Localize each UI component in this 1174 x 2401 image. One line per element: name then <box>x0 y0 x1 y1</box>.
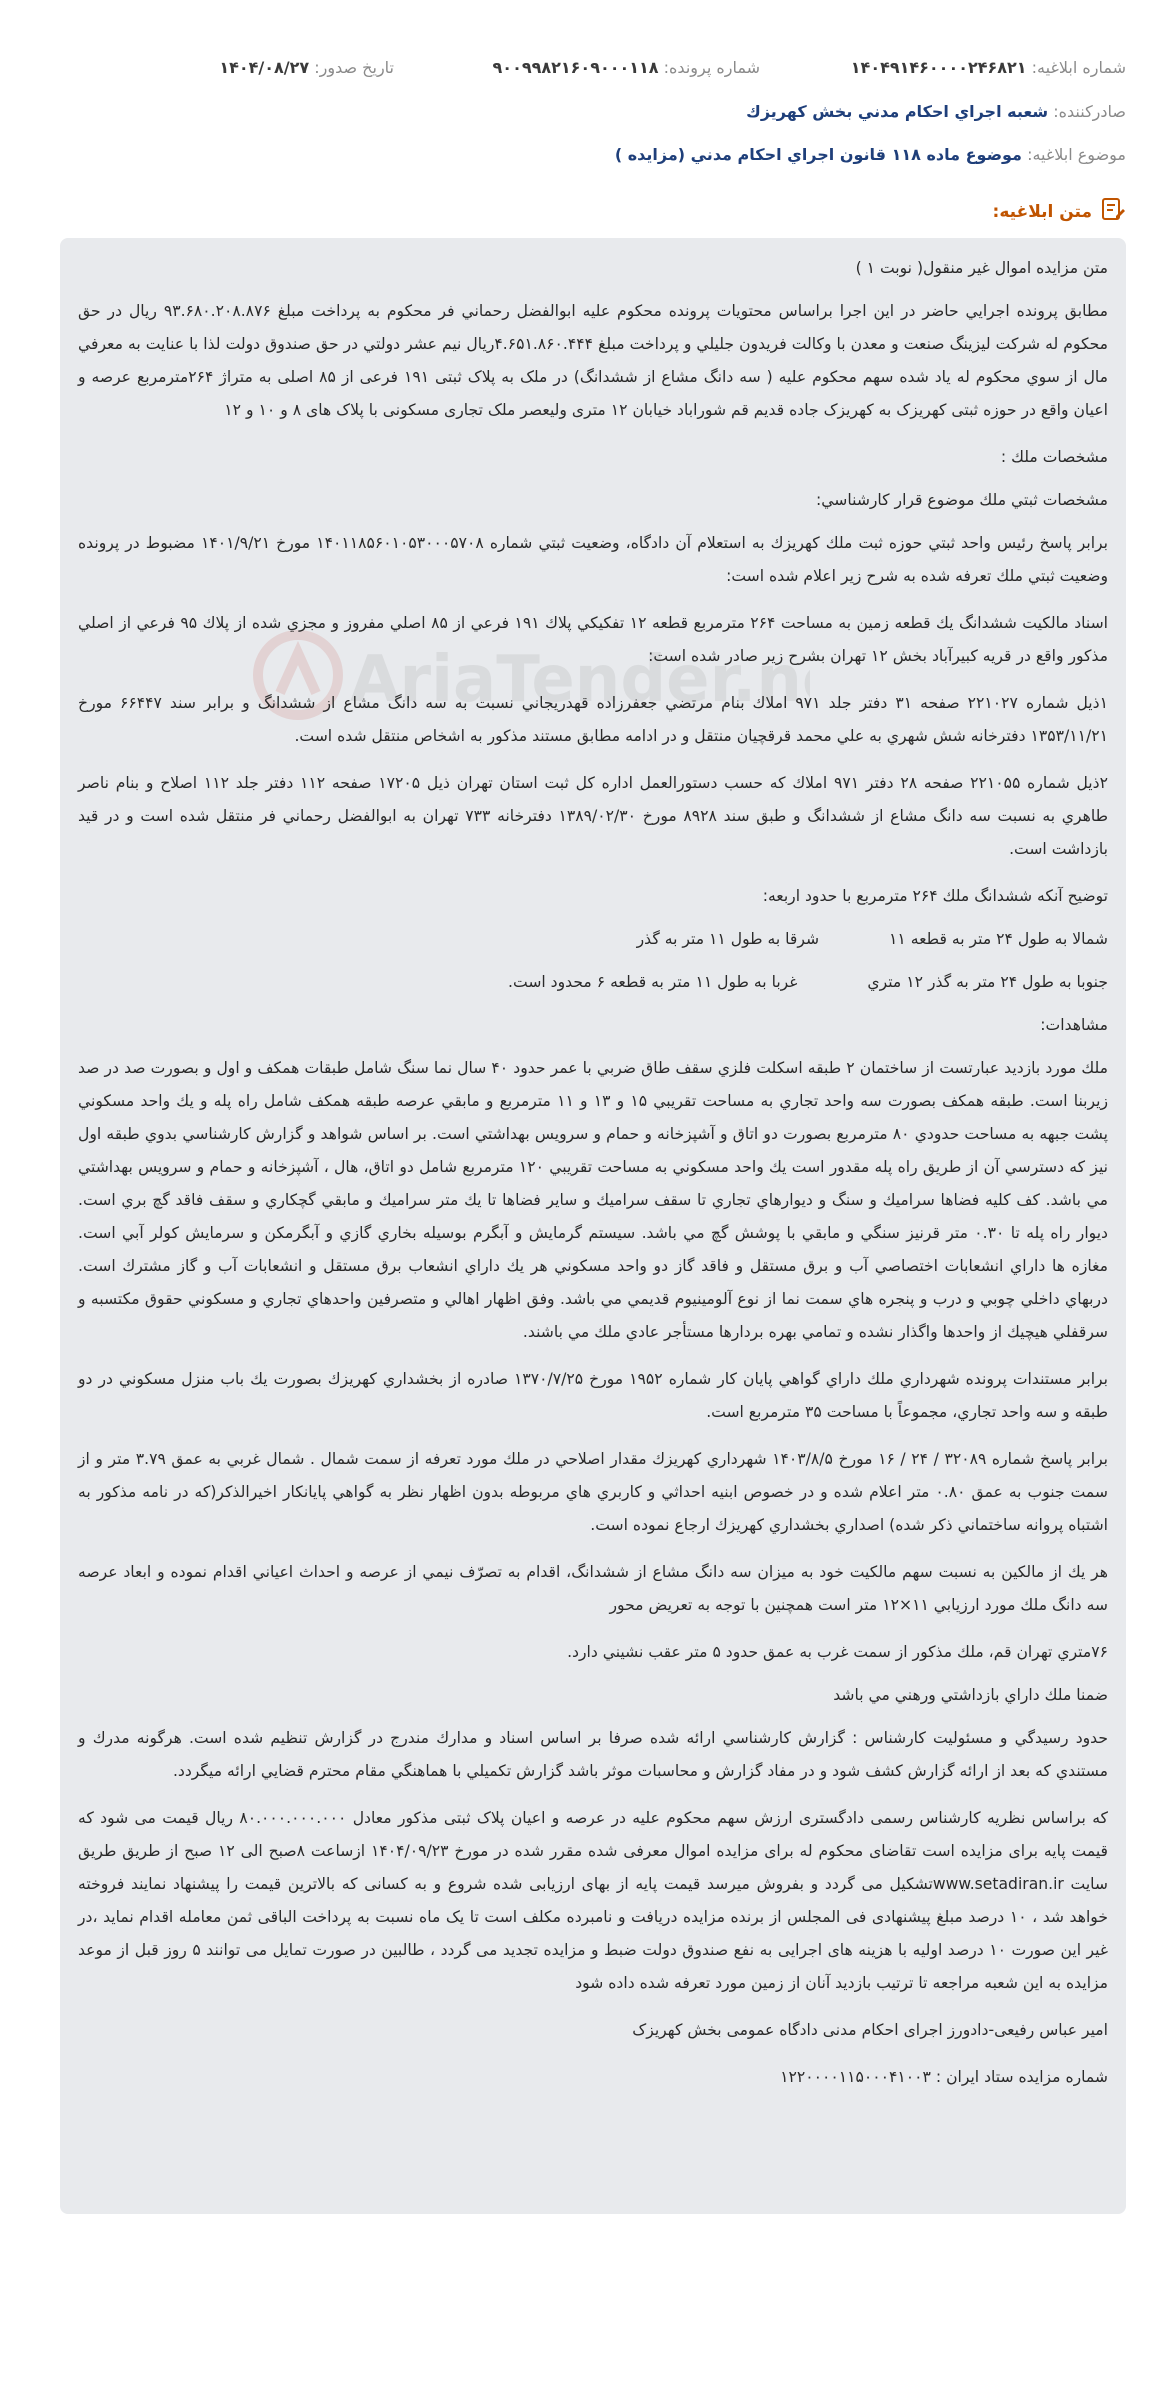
boundary-row-2 <box>78 966 1108 999</box>
notice-number <box>851 56 1126 80</box>
paragraph: مشاهدات: <box>1040 1016 1108 1034</box>
paragraph: ۷۶متري تهران قم، ملك مذكور از سمت غرب به عمق حدود ۵ متر عقب نشيني دارد. <box>567 1643 1108 1661</box>
paragraph-title: متن مزايده اموال غير منقول( نوبت ۱ ) <box>855 259 1108 277</box>
notice-body-panel <box>60 238 1126 2214</box>
notice-body-title-text: متن ابلاغیه: <box>992 201 1092 222</box>
case-number-value: ۹۰۰۹۹۸۲۱۶۰۹۰۰۰۱۱۸ <box>492 58 659 77</box>
issue-date <box>219 56 394 80</box>
paragraph: مطابق پرونده اجرايي حاضر در اين اجرا براساس محتويات پرونده محكوم عليه ابوالفضل رحماني فر محكوم به پرداخت مبلغ ۹۳.۶۸۰.۲۰۸.۸۷۶ ريال در حق محكوم له شركت ليزينگ صنعت و معدن با وكالت فريدون جليلي و پرداخت مبلغ ۴.۶۵۱.۸۶۰.۴۴۴ريال نيم عشر دولتي در حق صندوق دولت لذا با عنايت به معرفي مال از سوي محكوم له ياد شده سهم محكوم عليه ( سه دانگ مشاع از ششدانگ) در ملک به پلاک ثبتی ۱۹۱ فرعی از ۸۵ اصلی به متراژ ۲۶۴مترمربع عرصه و اعيان واقع در حوزه ثبتی کهريزک به کهريزک جاده قديم قم شوراباد خيابان ۱۲ متری وليعصر ملک تجاری مسکونی با پلاک های ۸ و ۱۰ و ۱۲ <box>78 302 1108 419</box>
paragraph: توضيح آنكه ششدانگ ملك ۲۶۴ مترمربع با حدود اربعه: <box>762 887 1108 905</box>
boundary-north: شمالا به طول ۲۴ متر به قطعه ۱۱ <box>889 930 1108 948</box>
subject <box>615 143 1126 167</box>
issue-date-label: تاریخ صدور: <box>314 58 394 77</box>
paragraph: مشخصات ملك : <box>1000 448 1108 466</box>
paragraph: برابر پاسخ رئيس واحد ثبتي حوزه ثبت ملك كهريزك به استعلام آن دادگاه، وضعيت ثبتي شماره ۱۴۰۱۱۸۵۶۰۱۰۵۳۰۰۰۵۷۰۸ مورخ ۱۴۰۱/۹/۲۱ مضبوط در پرونده وضعيت ثبتي ملك تعرفه شده به شرح زير اعلام شده است: <box>78 534 1108 585</box>
subject-label: موضوع ابلاغیه: <box>1027 145 1126 164</box>
issue-date-value: ۱۴۰۴/۰۸/۲۷ <box>219 58 310 77</box>
paragraph: برابر پاسخ شماره ۳۲۰۸۹ / ۲۴ / ۱۶ مورخ ۱۴۰۳/۸/۵ شهرداري كهريزك مقدار اصلاحي در ملك مورد تعرفه از سمت شمال . شمال غربي به عمق ۳.۷۹ متر و از سمت جنوب به عمق ۰.۸۰ متر اعلام شده و در خصوص ابنيه احداثي و كاربري هاي مربوطه بدون اظهار نظر به گواهي پايانكار اخيرالذكر(كه در نامه مذكور به اشتباه پروانه ساختماني ذكر شده) اصداري بخشداري كهريزك ارجاع نموده است. <box>78 1450 1109 1534</box>
issuer-label: صادرکننده: <box>1053 102 1126 121</box>
paragraph: مشخصات ثبتي ملك موضوع قرار كارشناسي: <box>816 491 1108 509</box>
paragraph: حدود رسيدگي و مسئوليت كارشناس : گزارش كارشناسي ارائه شده صرفا بر اساس اسناد و مدارك مندرج در گزارش تنظيم شده است. هرگونه مدرك و مستندي كه بعد از ارائه گزارش كشف شود و در مفاد گزارش و محاسبات موثر باشد گزارش تكميلي با هماهنگي مقام محترم قضايي ارائه ميگردد. <box>78 1729 1108 1780</box>
notice-number-value: ۱۴۰۴۹۱۴۶۰۰۰۰۲۴۶۸۲۱ <box>850 58 1027 77</box>
issuer-value: شعبه اجراي احكام مدني بخش كهريزك <box>746 102 1049 121</box>
notice-number-label: شماره ابلاغیه: <box>1031 58 1126 77</box>
boundary-east: شرقا به طول ۱۱ متر به گذر <box>636 930 820 948</box>
case-number <box>493 56 760 80</box>
issuer <box>746 100 1126 124</box>
paragraph: ۱ذيل شماره ۲۲۱۰۲۷ صفحه ۳۱ دفتر جلد ۹۷۱ املاك بنام مرتضي جعفرزاده قهدريجاني نسبت به سه دانگ مشاع از ششدانگ و برابر سند ۶۶۴۴۷ مورخ ۱۳۵۳/۱۱/۲۱ دفترخانه شش شهري به علي محمد قرقچيان منتقل و در ادامه مطابق مستند مذكور به اشخاص منتقل شده است. <box>78 694 1108 745</box>
case-number-label: شماره پرونده: <box>663 58 760 77</box>
boundary-row-1 <box>78 923 1108 956</box>
paragraph: ملك مورد بازديد عبارتست از ساختمان ۲ طبقه اسكلت فلزي سقف طاق ضربي با عمر حدود ۴۰ سال نما سنگ شامل طبقات همكف و اول و بصورت صد در صد زيربنا است. طبقه همكف بصورت سه واحد تجاري به مساحت تقريبي ۱۵ و ۱۳ و ۱۱ مترمربع و مابقي عرصه طبقه همكف شامل راه پله و يك واحد مسكوني پشت جبهه به مساحت حدودي ۸۰ مترمربع بصورت دو اتاق و آشپزخانه و حمام و سرويس بهداشتي است. بر اساس شواهد و گزارش كارشناسي بدوي طبقه اول نيز كه دسترسي آن از طريق راه پله مقدور است يك واحد مسكوني به مساحت تقريبي ۱۲۰ مترمربع شامل دو اتاق، هال ، آشپزخانه و حمام و سرويس بهداشتي مي باشد. كف كليه فضاها سراميك و سنگ و ديوارهاي تجاري تا سقف سراميك و ساير فضاها تا يك متر سراميك و مابقي گچكاري و سقف فاقد گچ بري است. ديوار راه پله تا ۰.۳۰ متر قرنيز سنگي و مابقي با پوشش گچ مي باشد. سيستم گرمايش و آبگرم بوسيله بخاري گازي و آبگرمكن و سرمايش كولر آبي است. مغازه ها داراي انشعابات اختصاصي آب و برق مستقل و فاقد گاز دو واحد مسكوني هر يك داراي انشعاب برق مستقل و انشعابات آب و گاز مشترك است. دربهاي داخلي چوبي و درب و پنجره هاي سمت نما از نوع آلومينيوم قديمي مي باشد. وفق اظهار اهالي و متصرفين واحدهاي تجاري و مسكوني حقوق مكتسبه و سرقفلي هيچيك از واحدها واگذار نشده و تمامي بهره بردارها مستأجر عادي ملك مي باشند. <box>78 1059 1109 1341</box>
paragraph: كه براساس نظريه كارشناس رسمی دادگستری ارزش سهم محکوم عليه در عرصه و اعيان پلاک ثبتی مذکور معادل ۸۰.۰۰۰.۰۰۰.۰۰۰ ريال قيمت می شود كه قيمت پايه برای مزايده است تقاضای محکوم له برای مزايده اموال معرفی شده مقرر شده در مورخ ۱۴۰۴/۰۹/۲۳ ازساعت ۸صبح الی ۱۲ صبح از طريق طريق سايت www.setadiran.irتشکيل می گردد و بفروش ميرسد قيمت پايه از بهای ارزيابی شده شروع و به کسانی که بالاترين قيمت را پيشنهاد نمايند فروخته خواهد شد ، ۱۰ درصد مبلغ پيشنهادی فی المجلس از برنده مزايده دريافت و نامبرده مکلف است تا يک ماه نسبت به پرداخت الباقی ثمن معامله اقدام نمايد ،در غير اين صورت ۱۰ درصد اوليه با هزينه های اجرايی به نفع صندوق دولت ضبط و مزايده تجديد می گردد ، طالبين در صورت تمايل می توانند ۵ روز قبل از موعد مزايده به اين شعبه مراجعه تا ترتيب بازديد آنان از زمين مورد تعرفه شده داده شود <box>78 1809 1109 1992</box>
document-edit-icon <box>1100 196 1126 227</box>
paragraph: ۲ذيل شماره ۲۲۱۰۵۵ صفحه ۲۸ دفتر ۹۷۱ املاك كه حسب دستورالعمل اداره كل ثبت استان تهران ذيل ۱۷۲۰۵ صفحه ۱۱۲ دفتر جلد ۱۱۲ اصلاح و بنام ناصر طاهري به نسبت سه دانگ مشاع از ششدانگ و طبق سند ۸۹۲۸ مورخ ۱۳۸۹/۰۲/۳۰ دفترخانه ۷۳۳ تهران به ابوالفضل رحماني فر منتقل شده است و در قيد بازداشت است. <box>78 774 1108 858</box>
boundary-west: غربا به طول ۱۱ متر به قطعه ۶ محدود است. <box>508 973 798 991</box>
notice-body-title <box>993 196 1126 227</box>
paragraph: برابر مستندات پرونده شهرداري ملك داراي گواهي پايان كار شماره ۱۹۵۲ مورخ ۱۳۷۰/۷/۲۵ صادره از بخشداري كهريزك بصورت يك باب منزل مسكوني در دو طبقه و سه واحد تجاري، مجموعاً با مساحت ۳۵ مترمربع است. <box>78 1370 1108 1421</box>
boundary-south: جنوبا به طول ۲۴ متر به گذر ۱۲ متري <box>867 973 1108 991</box>
paragraph: هر يك از مالكين به نسبت سهم مالكيت خود به ميزان سه دانگ مشاع از ششدانگ، اقدام به تصرّف نيمي از عرصه و احداث اعياني اقدام نموده و ابعاد عرصه سه دانگ ملك مورد ارزيابي ۱۱×۱۲ متر است همچنين با توجه به تعريض محور <box>78 1563 1108 1614</box>
signature-line: امير عباس رفيعی-دادورز اجرای احکام مدنی دادگاه عمومی بخش کهريزک <box>632 2021 1108 2039</box>
paragraph: اسناد مالكيت ششدانگ يك قطعه زمين به مساحت ۲۶۴ مترمربع قطعه ۱۲ تفكيكي پلاك ۱۹۱ فرعي از ۸۵ اصلي مفروز و مجزي شده از پلاك ۹۵ فرعي از اصلي مذكور واقع در قريه كبيرآباد بخش ۱۲ تهران بشرح زير صادر شده است: <box>78 614 1109 665</box>
auction-number: شماره مزايده ستاد ایران : ۱۲۲۰۰۰۰۱۱۵۰۰۰۴۱۰۰۳ <box>780 2068 1108 2086</box>
subject-value: موضوع ماده ۱۱۸ قانون اجراي احكام مدني (مزايده ) <box>614 145 1022 164</box>
paragraph: ضمنا ملك داراي بازداشتي ورهني مي باشد <box>833 1686 1108 1704</box>
watermark-text: AriaTender.n <box>350 643 802 717</box>
